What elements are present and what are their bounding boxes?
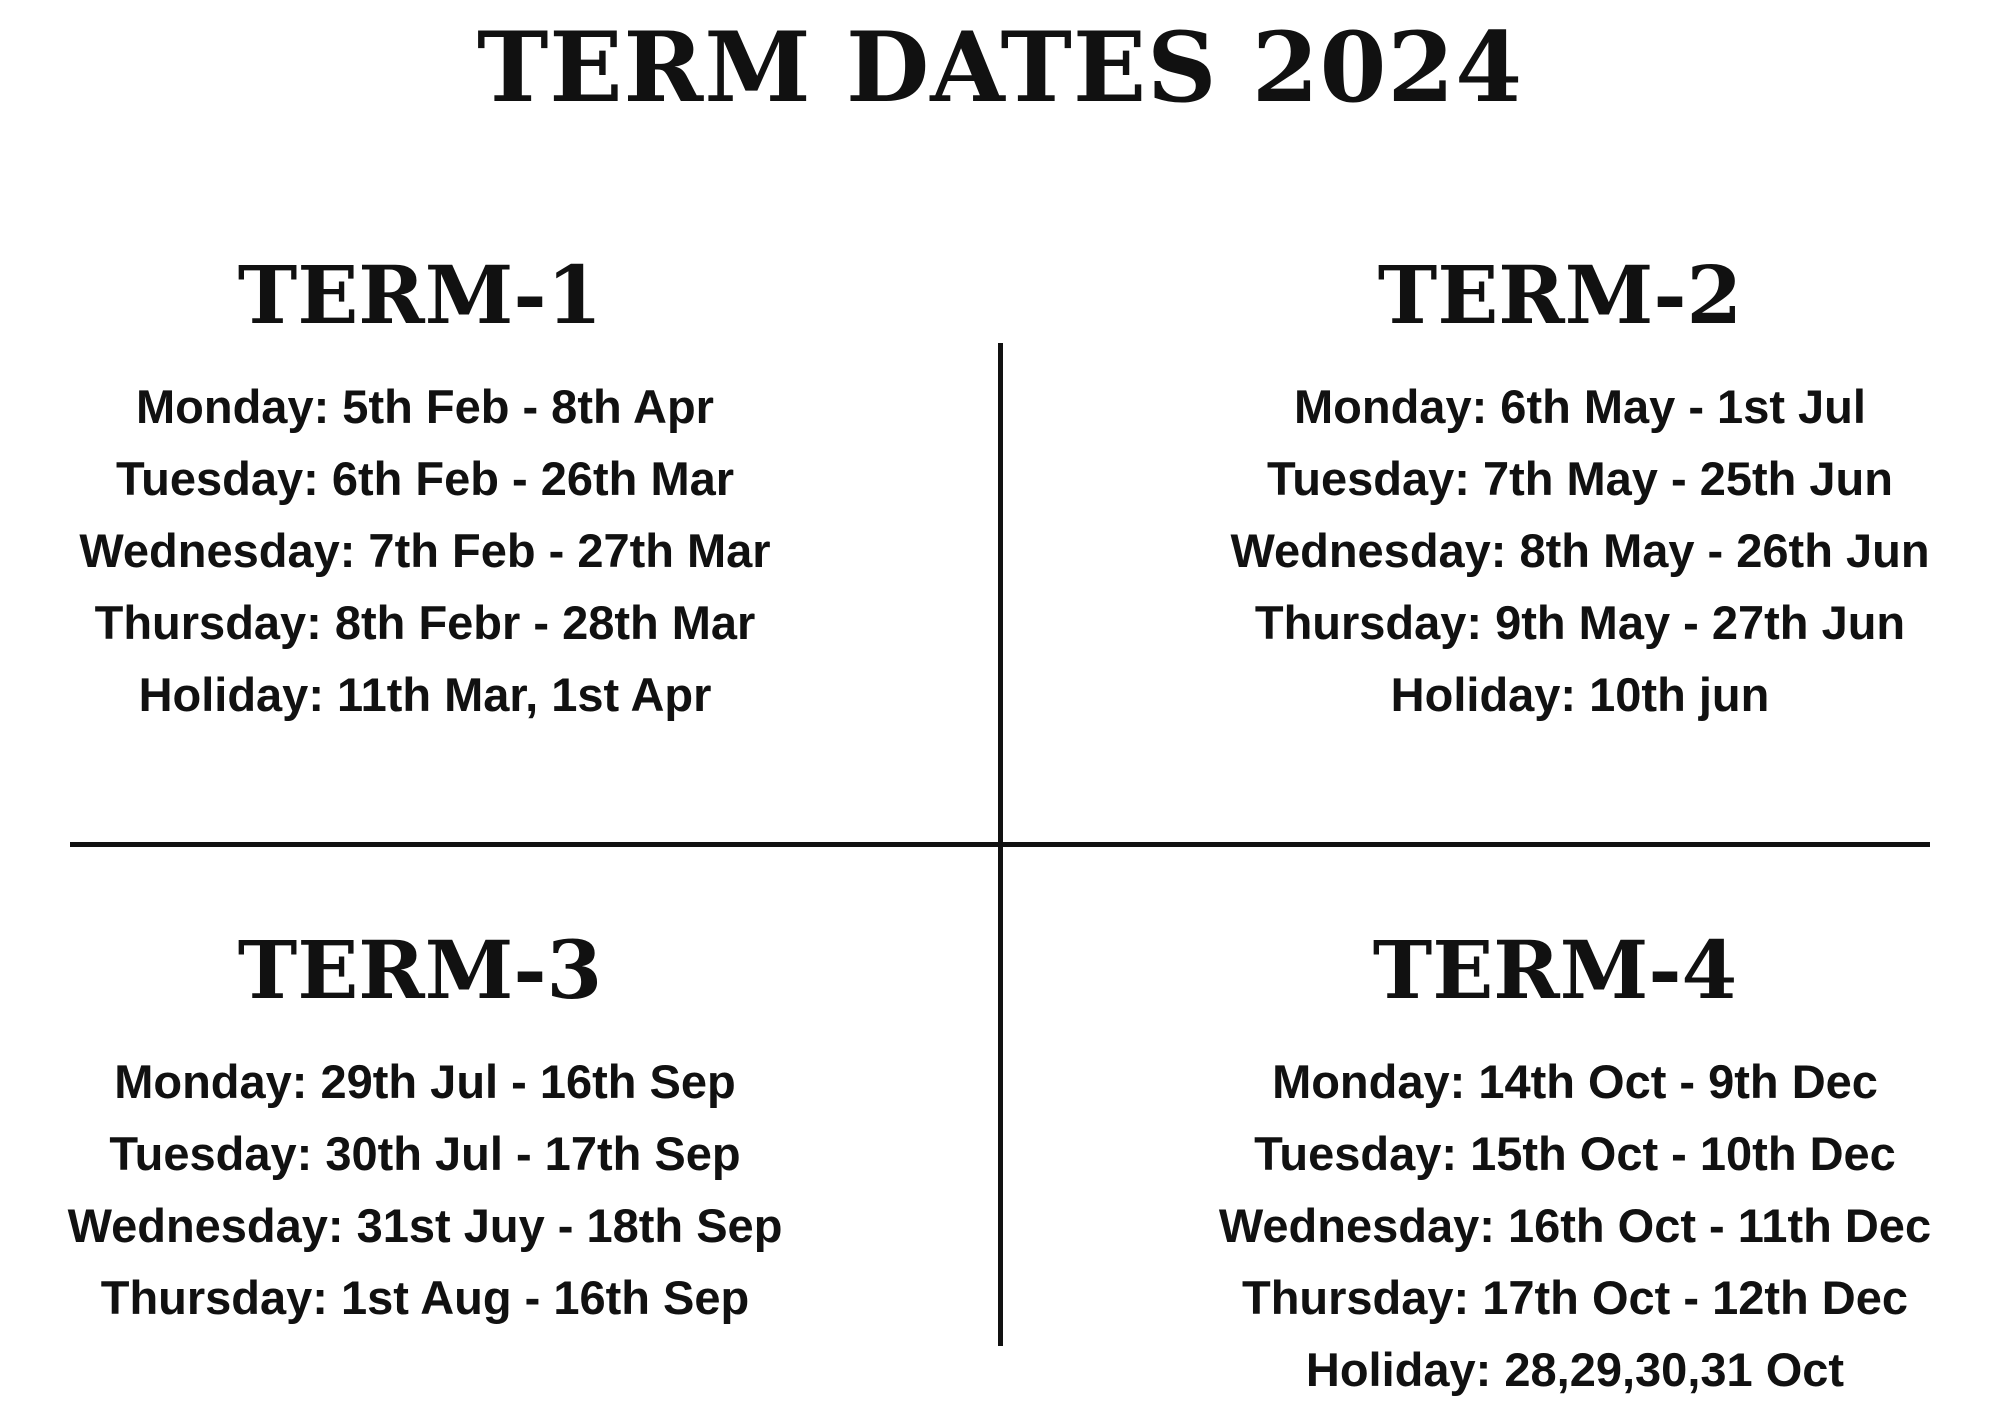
term-2-heading: TERM-2 [1377,248,1743,342]
term-2-holiday: Holiday: 10th jun [1390,668,1770,721]
term-3-thursday: Thursday: 1st Aug - 16th Sep [100,1271,750,1324]
term-4-heading: TERM-4 [1372,923,1738,1017]
term-1-tuesday: Tuesday: 6th Feb - 26th Mar [115,452,735,505]
horizontal-divider [70,842,1930,847]
term-4-monday: Monday: 14th Oct - 9th Dec [1272,1055,1878,1108]
term-1-monday: Monday: 5th Feb - 8th Apr [136,380,714,433]
page-title: TERM DATES 2024 [476,11,1524,124]
term-3-section [0,920,850,1334]
term-4-holiday: Holiday: 28,29,30,31 Oct [1305,1343,1845,1396]
term-2-section [1150,245,2000,731]
term-2-monday: Monday: 6th May - 1st Jul [1294,380,1866,433]
term-1-heading: TERM-1 [237,248,603,342]
term-1-section [0,245,850,731]
term-4-section [1140,920,2000,1406]
term-3-tuesday: Tuesday: 30th Jul - 17th Sep [109,1127,741,1180]
term-2-wednesday: Wednesday: 8th May - 26th Jun [1230,524,1930,577]
term-1-thursday: Thursday: 8th Febr - 28th Mar [94,596,756,649]
term-1-wednesday: Wednesday: 7th Feb - 27th Mar [79,524,771,577]
term-2-thursday: Thursday: 9th May - 27th Jun [1254,596,1906,649]
term-3-wednesday: Wednesday: 31st Juy - 18th Sep [67,1199,783,1252]
term-4-thursday: Thursday: 17th Oct - 12th Dec [1242,1271,1908,1324]
term-3-heading: TERM-3 [237,923,603,1017]
term-1-holiday: Holiday: 11th Mar, 1st Apr [138,668,712,721]
term-4-tuesday: Tuesday: 15th Oct - 10th Dec [1254,1127,1896,1180]
term-4-wednesday: Wednesday: 16th Oct - 11th Dec [1218,1199,1932,1252]
term-3-monday: Monday: 29th Jul - 16th Sep [114,1055,736,1108]
term-2-tuesday: Tuesday: 7th May - 25th Jun [1267,452,1893,505]
